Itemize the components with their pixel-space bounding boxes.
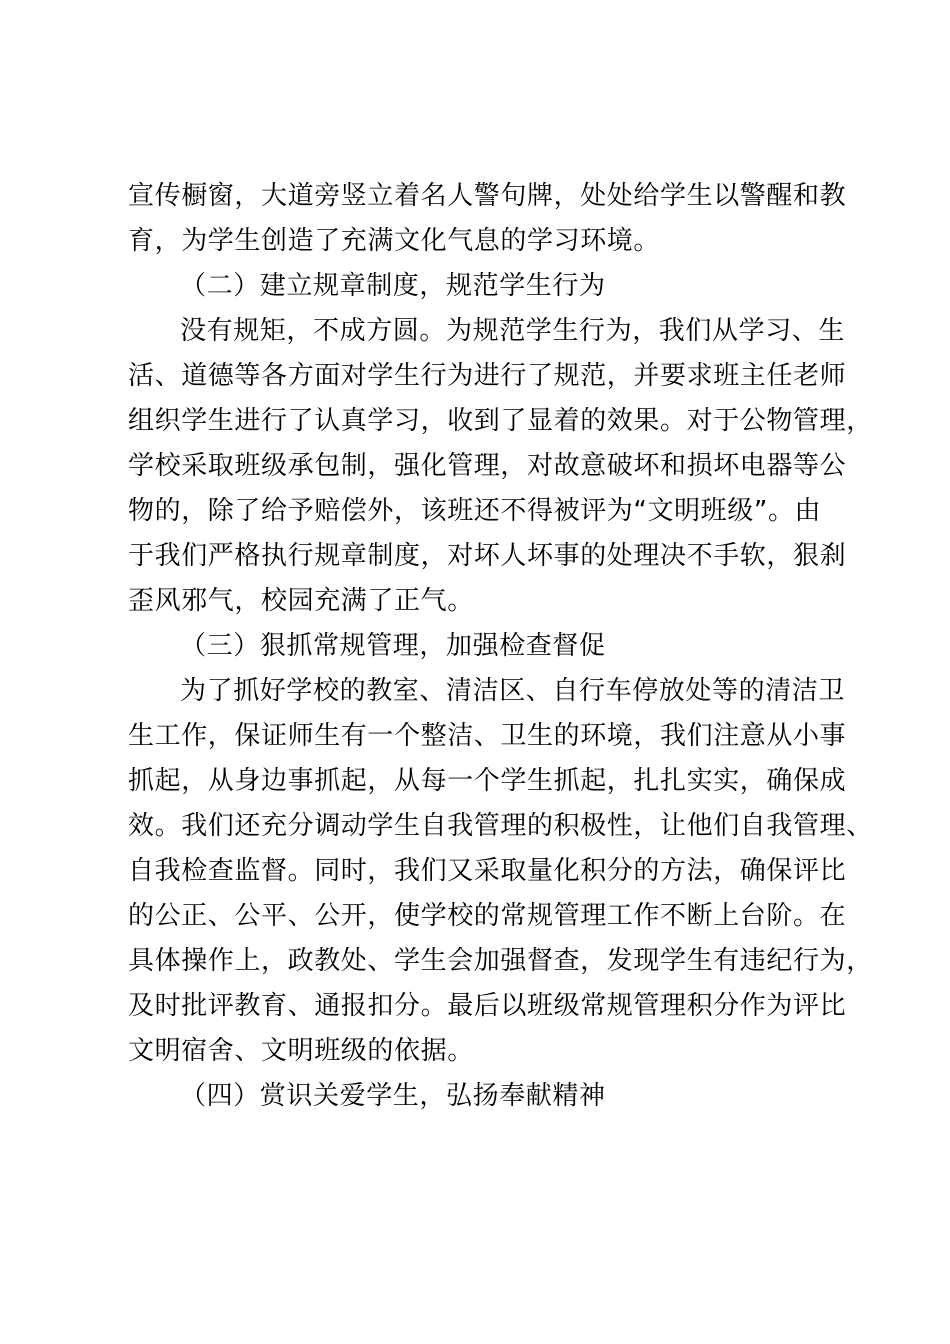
paragraph-line: 歪风邪气，校园充满了正气。 [128, 586, 474, 616]
paragraph-line: 抓起，从身边事抓起，从每一个学生抓起，扎扎实实，确保成 [128, 766, 847, 796]
section-heading-3: （三）狠抓常规管理，加强检查督促 [180, 631, 606, 661]
paragraph-line: 育，为学生创造了充满文化气息的学习环境。 [128, 226, 661, 256]
paragraph-line: 具体操作上，政教处、学生会加强督查，发现学生有违纪行为， [128, 946, 873, 976]
paragraph-line: 自我检查监督。同时，我们又采取量化积分的方法，确保评比 [128, 856, 847, 886]
paragraph-line: 及时批评教育、通报扣分。最后以班级常规管理积分作为评比 [128, 991, 847, 1021]
paragraph-line: 的公正、公平、公开，使学校的常规管理工作不断上台阶。在 [128, 901, 847, 931]
paragraph-line: 学校采取班级承包制，强化管理，对故意破坏和损坏电器等公 [128, 451, 847, 481]
paragraph-line: 宣传橱窗，大道旁竖立着名人警句牌，处处给学生以警醒和教 [128, 181, 847, 211]
paragraph-line: 组织学生进行了认真学习，收到了显着的效果。对于公物管理， [128, 406, 873, 436]
section-heading-4: （四）赏识关爱学生，弘扬奉献精神 [180, 1081, 606, 1111]
paragraph-line: 效。我们还充分调动学生自我管理的积极性，让他们自我管理、 [128, 811, 873, 841]
paragraph-line: 没有规矩，不成方圆。为规范学生行为，我们从学习、生 [180, 316, 846, 346]
paragraph-line: 为了抓好学校的教室、清洁区、自行车停放处等的清洁卫 [180, 676, 846, 706]
paragraph-line: 于我们严格执行规章制度，对坏人坏事的处理决不手软，狠刹 [128, 541, 847, 571]
paragraph-line: 文明宿舍、文明班级的依据。 [128, 1036, 474, 1066]
paragraph-line: 活、道德等各方面对学生行为进行了规范，并要求班主任老师 [128, 361, 847, 391]
section-heading-2: （二）建立规章制度，规范学生行为 [180, 271, 606, 301]
paragraph-line: 物的，除了给予赔偿外，该班还不得被评为“文明班级”。由 [128, 496, 822, 526]
paragraph-line: 生工作，保证师生有一个整洁、卫生的环境，我们注意从小事 [128, 721, 847, 751]
